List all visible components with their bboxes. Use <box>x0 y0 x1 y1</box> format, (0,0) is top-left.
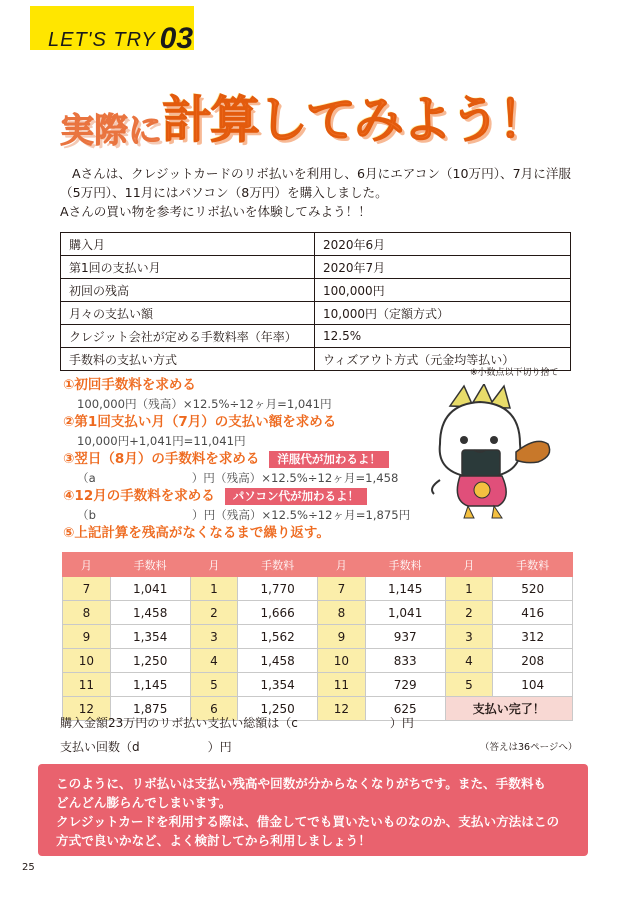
fee-cell: 208 <box>493 649 573 673</box>
fee-cell: 1,354 <box>238 673 318 697</box>
month-cell: 6 <box>190 697 238 721</box>
column-header: 手数料 <box>493 553 573 577</box>
info-value: 2020年7月 <box>315 256 571 279</box>
fee-cell: 1,354 <box>110 625 190 649</box>
fee-cell: 625 <box>365 697 445 721</box>
payment-count-question <box>60 738 232 755</box>
summary-line: 方式で良いかなど、よく検討してから利用しましょう！ <box>56 833 371 848</box>
fee-cell: 416 <box>493 601 573 625</box>
month-cell: 1 <box>190 577 238 601</box>
summary-box <box>38 764 588 856</box>
month-cell: 11 <box>318 673 366 697</box>
step-heading: ③翌日（8月）の手数料を求める <box>63 451 260 467</box>
calculation-steps <box>63 376 443 543</box>
fee-cell: 520 <box>493 577 573 601</box>
month-cell: 4 <box>445 649 493 673</box>
total-prefix: 購入金額23万円のリボ払い支払い総額は（c <box>60 716 298 730</box>
info-value: 100,000円 <box>315 279 571 302</box>
month-cell: 3 <box>445 625 493 649</box>
info-label: 第1回の支払い月 <box>61 256 315 279</box>
month-cell: 8 <box>318 601 366 625</box>
month-cell: 12 <box>318 697 366 721</box>
column-header: 手数料 <box>365 553 445 577</box>
month-cell: 9 <box>318 625 366 649</box>
table-row <box>63 673 573 697</box>
step-formula: 100,000円（残高）×12.5%÷12ヶ月=1,041円 <box>77 397 332 411</box>
fee-cell: 312 <box>493 625 573 649</box>
table-row <box>63 577 573 601</box>
page-title <box>60 80 590 151</box>
step-formula-rest: ）円（残高）×12.5%÷12ヶ月=1,458 <box>191 471 399 485</box>
info-label: 購入月 <box>61 233 315 256</box>
info-value: ウィズアウト方式（元金均等払い） <box>315 348 571 371</box>
step-formula <box>63 506 443 524</box>
payment-schedule-table <box>62 552 573 721</box>
fee-cell: 1,041 <box>110 577 190 601</box>
table-row <box>61 279 571 302</box>
page-title-part2: 計算してみよう！ <box>162 91 546 149</box>
column-header: 月 <box>63 553 111 577</box>
table-row <box>63 601 573 625</box>
info-value: 12.5% <box>315 325 571 348</box>
step-formula-rest: ）円（残高）×12.5%÷12ヶ月=1,875円 <box>191 508 411 522</box>
table-row <box>61 302 571 325</box>
fee-cell: 1,562 <box>238 625 318 649</box>
fee-cell: 104 <box>493 673 573 697</box>
info-table <box>60 232 571 371</box>
info-label: 手数料の支払い方式 <box>61 348 315 371</box>
section-tag-label: LET'S TRY <box>48 29 156 51</box>
step-heading-row <box>63 450 443 469</box>
column-header: 月 <box>318 553 366 577</box>
fee-cell: 1,250 <box>110 649 190 673</box>
info-label: クレジット会社が定める手数料率（年率） <box>61 325 315 348</box>
page-title-part1: 実際に <box>60 111 162 151</box>
month-cell: 4 <box>190 649 238 673</box>
info-label: 月々の支払い額 <box>61 302 315 325</box>
month-cell: 7 <box>318 577 366 601</box>
table-row <box>61 256 571 279</box>
table-row <box>61 325 571 348</box>
fee-cell: 1,770 <box>238 577 318 601</box>
count-suffix: ）円 <box>207 740 232 754</box>
intro-line: Aさんは、クレジットカードのリボ払いを利用し、6月にエアコン（10万円）、7月に洋服 <box>72 166 572 181</box>
step-heading-row <box>63 487 443 506</box>
payment-complete-cell: 支払い完了！ <box>445 697 572 721</box>
fee-cell: 833 <box>365 649 445 673</box>
summary-line: どんどん膨らんでしまいます。 <box>56 795 232 810</box>
table-row <box>63 649 573 673</box>
info-value: 10,000円（定額方式） <box>315 302 571 325</box>
step-heading: ④12月の手数料を求める <box>63 488 215 504</box>
fee-cell: 1,145 <box>365 577 445 601</box>
fee-cell: 937 <box>365 625 445 649</box>
info-label: 初回の残高 <box>61 279 315 302</box>
step-formula: 10,000円+1,041円=11,041円 <box>77 434 246 448</box>
step-heading: ①初回手数料を求める <box>63 377 196 393</box>
summary-line: このように、リボ払いは支払い残高や回数が分からなくなりがちです。また、手数料も <box>56 776 547 791</box>
intro-line: Aさんの買い物を参考にリボ払いを体験してみよう！！ <box>60 204 371 219</box>
month-cell: 9 <box>63 625 111 649</box>
column-header: 月 <box>190 553 238 577</box>
answer-page-note: （答えは36ページへ） <box>480 742 578 753</box>
month-cell: 10 <box>63 649 111 673</box>
column-header: 手数料 <box>238 553 318 577</box>
month-cell: 5 <box>445 673 493 697</box>
step-heading: ②第1回支払い月（7月）の支払い額を求める <box>63 414 337 430</box>
table-header-row <box>63 553 573 577</box>
month-cell: 5 <box>190 673 238 697</box>
rounding-note: ※小数点以下切り捨て <box>470 368 559 378</box>
table-row <box>63 625 573 649</box>
blank-b-label: （b <box>77 508 96 522</box>
fee-cell: 1,458 <box>238 649 318 673</box>
fee-cell: 1,250 <box>238 697 318 721</box>
fee-cell: 1,041 <box>365 601 445 625</box>
column-header: 月 <box>445 553 493 577</box>
month-cell: 2 <box>445 601 493 625</box>
fee-cell: 1,458 <box>110 601 190 625</box>
table-row <box>61 233 571 256</box>
intro-line: （5万円）、11月にはパソコン（8万円）を購入しました。 <box>60 185 388 200</box>
section-tag-number: 03 <box>159 22 194 55</box>
month-cell: 3 <box>190 625 238 649</box>
month-cell: 1 <box>445 577 493 601</box>
fee-cell: 1,666 <box>238 601 318 625</box>
count-prefix: 支払い回数（d <box>60 740 140 754</box>
intro-text <box>60 164 580 221</box>
fee-cell: 1,875 <box>110 697 190 721</box>
column-header: 手数料 <box>110 553 190 577</box>
info-value: 2020年6月 <box>315 233 571 256</box>
pc-badge: パソコン代が加わるよ！ <box>225 488 367 505</box>
month-cell: 11 <box>63 673 111 697</box>
month-cell: 12 <box>63 697 111 721</box>
fee-cell: 729 <box>365 673 445 697</box>
rice-ball-mascot-illustration <box>420 384 560 524</box>
fee-cell: 1,145 <box>110 673 190 697</box>
blank-a-label: （a <box>77 471 96 485</box>
month-cell: 7 <box>63 577 111 601</box>
month-cell: 8 <box>63 601 111 625</box>
section-tag <box>30 6 194 55</box>
page-number: 25 <box>22 862 35 873</box>
month-cell: 2 <box>190 601 238 625</box>
month-cell: 10 <box>318 649 366 673</box>
total-suffix: ）円 <box>389 716 414 730</box>
summary-line: クレジットカードを利用する際は、借金してでも買いたいものなのか、支払い方法はこの <box>56 814 560 829</box>
clothes-badge: 洋服代が加わるよ！ <box>269 451 389 468</box>
step-formula <box>63 469 443 487</box>
total-amount-question <box>60 714 414 731</box>
step-heading: ⑤上記計算を残高がなくなるまで繰り返す。 <box>63 525 330 541</box>
